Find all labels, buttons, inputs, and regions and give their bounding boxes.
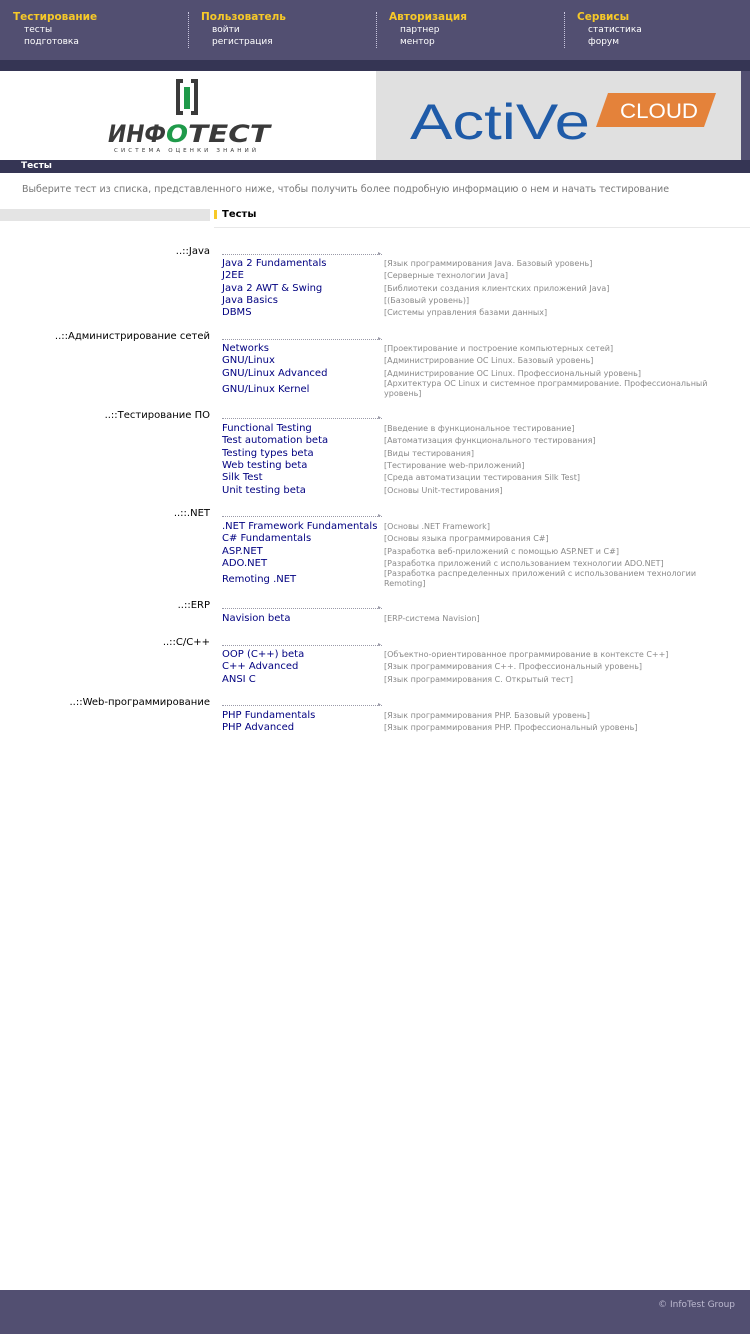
test-description: [Архитектура ОС Linux и системное программирование. Профессиональный уровень] <box>384 378 708 398</box>
test-link[interactable]: Remoting .NET <box>222 574 297 586</box>
nav-col-testing <box>13 10 97 50</box>
arrow-right-icon: ▸ <box>378 414 382 421</box>
footer <box>0 1290 750 1334</box>
nav-col-user <box>201 10 286 50</box>
test-link[interactable]: Testing types beta <box>222 447 314 459</box>
test-description: [Основы .NET Framework] <box>384 522 490 531</box>
test-description: [Основы языка программирования C#] <box>384 534 549 544</box>
group-label: ..::C/C++ <box>162 637 210 648</box>
nav-heading-user[interactable]: Пользователь <box>201 11 286 23</box>
nav-link-statistics[interactable]: статистика <box>588 25 642 35</box>
group-divider <box>222 516 382 517</box>
group-label: ..::Тестирование ПО <box>104 410 210 421</box>
nav-link-mentor[interactable]: ментор <box>400 37 435 47</box>
arrow-right-icon: ▸ <box>378 512 382 519</box>
arrow-right-icon: ▸ <box>378 641 382 648</box>
test-description: [Разработка приложений с использованием технологии ADO.NET] <box>384 558 664 568</box>
group-divider <box>222 418 382 419</box>
tab-title: Тесты <box>222 209 257 220</box>
test-description: [Администрирование ОС Linux. Базовый уровень] <box>384 356 594 366</box>
test-description: [Системы управления базами данных] <box>384 308 548 318</box>
copyright: © InfoTest Group <box>658 1300 735 1310</box>
test-description: [Библиотеки создания клиентских приложений Java] <box>384 283 610 293</box>
intro-text: Выберите тест из списка, представленного ниже, чтобы получить более подробную информацию о нем и начать тестирование <box>22 184 670 195</box>
test-link[interactable]: GNU/Linux <box>222 355 275 367</box>
svg-text:ТЕСТ: ТЕСТ <box>188 120 273 148</box>
test-description: [Язык программирования PHP. Базовый уровень] <box>384 711 590 720</box>
active-cloud-logo[interactable] <box>376 71 741 160</box>
infotest-logo-graphic <box>0 71 375 160</box>
nav-link-preparation[interactable]: подготовка <box>24 37 79 47</box>
test-description: [Язык программирования C. Открытый тест] <box>384 674 573 684</box>
test-link[interactable]: Unit testing beta <box>222 484 306 496</box>
test-description: [Администрирование ОС Linux. Профессиональный уровень] <box>384 368 641 378</box>
arrow-right-icon: ▸ <box>378 604 382 611</box>
nav-divider <box>188 12 189 48</box>
nav-heading-testing[interactable]: Тестирование <box>13 11 98 23</box>
test-link[interactable]: Functional Testing <box>222 423 312 434</box>
test-link[interactable]: ASP.NET <box>222 545 263 557</box>
nav-col-services <box>577 10 642 50</box>
svg-text:СИСТЕМА ОЦЕНКИ ЗНАНИЙ: СИСТЕМА ОЦЕНКИ ЗНАНИЙ <box>114 148 256 154</box>
test-link[interactable]: Networks <box>222 343 269 354</box>
test-description: [ERP-система Navision] <box>384 614 480 623</box>
nav-divider <box>564 12 565 48</box>
banner <box>0 71 750 160</box>
banner-stripe <box>741 71 750 160</box>
tab-marker <box>214 210 217 219</box>
test-link[interactable]: J2EE <box>222 270 244 282</box>
group-divider <box>222 705 382 706</box>
tab-divider <box>214 227 750 228</box>
section-bar <box>0 160 750 173</box>
test-link[interactable]: ADO.NET <box>222 557 268 569</box>
arrow-right-icon: ▸ <box>378 335 382 342</box>
arrow-right-icon: ▸ <box>378 701 382 708</box>
test-description: [Язык программирования Java. Базовый уровень] <box>384 259 593 268</box>
tab-left-block <box>0 209 210 221</box>
top-navigation <box>0 0 750 60</box>
test-link[interactable]: GNU/Linux Kernel <box>222 383 310 395</box>
nav-link-register[interactable]: регистрация <box>212 37 273 47</box>
test-link[interactable]: Java 2 Fundamentals <box>222 258 327 269</box>
test-link[interactable]: .NET Framework Fundamentals <box>222 521 378 532</box>
test-link[interactable]: DBMS <box>222 307 252 319</box>
test-description: [Основы Unit-тестирования] <box>384 485 503 495</box>
svg-text:О: О <box>166 120 188 148</box>
group-label: ..::.NET <box>173 508 210 519</box>
test-description: [Язык программирования C++. Профессиональный уровень] <box>384 662 643 672</box>
test-link[interactable]: PHP Advanced <box>222 722 295 734</box>
test-link[interactable]: C# Fundamentals <box>222 533 312 545</box>
section-title: Тесты <box>21 161 52 171</box>
group-divider <box>222 608 382 609</box>
svg-text:ИНФ: ИНФ <box>108 120 166 148</box>
test-link[interactable]: Silk Test <box>222 472 263 484</box>
nav-link-login[interactable]: войти <box>212 25 240 35</box>
group-divider <box>222 645 382 646</box>
svg-text:ActiVe: ActiVe <box>410 94 590 150</box>
test-description: [Автоматизация функционального тестирования] <box>384 436 596 446</box>
test-link[interactable]: Java 2 AWT & Swing <box>222 282 323 294</box>
group-label: ..::Администрирование сетей <box>54 331 210 342</box>
test-description: [Разработка распределенных приложений с использованием технологии Remoting] <box>384 569 697 589</box>
test-link[interactable]: Web testing beta <box>222 459 308 471</box>
test-description: [Среда автоматизации тестирования Silk Test] <box>384 473 580 483</box>
active-cloud-logo-graphic <box>376 71 741 160</box>
nav-heading-services[interactable]: Сервисы <box>577 11 630 23</box>
nav-underbar <box>0 60 750 71</box>
test-link[interactable]: ANSI C <box>222 673 256 685</box>
arrow-right-icon: ▸ <box>378 250 382 257</box>
test-link[interactable]: Navision beta <box>222 613 291 624</box>
group-label: ..::Java <box>175 246 210 257</box>
test-description: [(Базовый уровень)] <box>384 295 470 305</box>
test-link[interactable]: PHP Fundamentals <box>222 710 316 721</box>
infotest-logo[interactable] <box>0 71 375 160</box>
test-link[interactable]: Test automation beta <box>222 435 329 447</box>
nav-link-tests[interactable]: тесты <box>24 25 53 35</box>
test-description: [Введение в функциональное тестирование] <box>384 424 575 433</box>
test-description: [Виды тестирования] <box>384 448 474 458</box>
group-label: ..::ERP <box>177 600 210 611</box>
nav-link-partner[interactable]: партнер <box>400 25 440 35</box>
test-description: [Серверные технологии Java] <box>384 271 509 281</box>
group-label: ..::Web-программирование <box>69 697 210 708</box>
nav-col-authorization <box>389 10 467 50</box>
svg-text:CLOUD: CLOUD <box>620 100 698 123</box>
test-description: [Тестирование web-приложений] <box>384 460 525 470</box>
test-link[interactable]: C++ Advanced <box>222 661 299 673</box>
test-description: [Разработка веб-приложений с помощью ASP.NET и C#] <box>384 546 619 556</box>
test-description: [Язык программирования PHP. Профессиональный уровень] <box>384 723 638 733</box>
test-description: [Объектно-ориентированное программирование в контексте C++] <box>384 650 669 659</box>
nav-heading-authorization[interactable]: Авторизация <box>389 11 468 23</box>
nav-link-forum[interactable]: форум <box>588 37 620 47</box>
test-link[interactable]: GNU/Linux Advanced <box>222 367 328 379</box>
nav-divider <box>376 12 377 48</box>
test-link[interactable]: Java Basics <box>222 294 278 306</box>
test-description: [Проектирование и построение компьютерных сетей] <box>384 344 614 353</box>
group-divider <box>222 339 382 340</box>
test-link[interactable]: OOP (C++) beta <box>222 649 305 660</box>
group-divider <box>222 254 382 255</box>
